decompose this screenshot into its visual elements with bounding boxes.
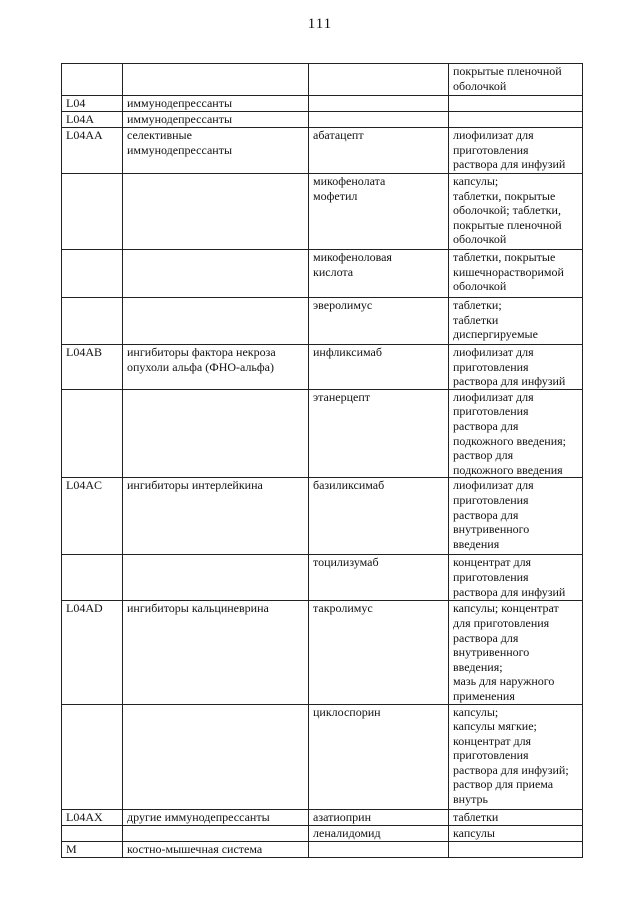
table-row	[62, 478, 583, 555]
atc-code-cell	[62, 389, 123, 478]
drug-name-cell: инфликсимаб	[309, 345, 449, 390]
group-name-cell	[123, 64, 309, 96]
drug-name-cell: циклоспорин	[309, 704, 449, 809]
drug-name-cell	[309, 841, 449, 857]
table-row	[62, 601, 583, 704]
group-name-cell	[123, 298, 309, 345]
group-name-cell	[123, 825, 309, 841]
dosage-form-cell: лиофилизат для приготовления раствора для инфузий	[449, 345, 583, 390]
group-name-cell: селективные иммунодепрессанты	[123, 128, 309, 174]
drug-name-cell: абатацепт	[309, 128, 449, 174]
atc-code-cell: L04AB	[62, 345, 123, 390]
dosage-form-cell: покрытые пленочной оболочкой	[449, 64, 583, 96]
drug-name-cell: микофеноловая кислота	[309, 250, 449, 298]
table-row	[62, 704, 583, 809]
table-row	[62, 174, 583, 250]
dosage-form-cell: концентрат для приготовления раствора для инфузий	[449, 555, 583, 601]
drug-name-cell: эверолимус	[309, 298, 449, 345]
drug-classification-table	[61, 63, 583, 858]
atc-code-cell	[62, 298, 123, 345]
atc-code-cell	[62, 555, 123, 601]
atc-code-cell	[62, 174, 123, 250]
group-name-cell: ингибиторы фактора некроза опухоли альфа (ФНО-альфа)	[123, 345, 309, 390]
table-row	[62, 555, 583, 601]
table-row	[62, 841, 583, 857]
drug-name-cell: азатиоприн	[309, 809, 449, 825]
dosage-form-cell	[449, 841, 583, 857]
drug-name-cell: этанерцепт	[309, 389, 449, 478]
atc-code-cell: L04A	[62, 112, 123, 128]
atc-code-cell	[62, 250, 123, 298]
dosage-form-cell: таблетки; таблетки диспергируемые	[449, 298, 583, 345]
page-number: 111	[307, 16, 333, 32]
group-name-cell	[123, 704, 309, 809]
group-name-cell: ингибиторы интерлейкина	[123, 478, 309, 555]
group-name-cell: иммунодепрессанты	[123, 96, 309, 112]
dosage-form-cell	[449, 96, 583, 112]
atc-code-cell	[62, 825, 123, 841]
dosage-form-cell: таблетки	[449, 809, 583, 825]
drug-name-cell	[309, 112, 449, 128]
drug-name-cell: микофенолата мофетил	[309, 174, 449, 250]
group-name-cell	[123, 389, 309, 478]
atc-code-cell	[62, 64, 123, 96]
dosage-form-cell: капсулы; капсулы мягкие; концентрат для приготовления раствора для инфузий; раствор для приема внутрь	[449, 704, 583, 809]
drug-name-cell	[309, 64, 449, 96]
dosage-form-cell: лиофилизат для приготовления раствора для инфузий	[449, 128, 583, 174]
group-name-cell	[123, 174, 309, 250]
drug-name-cell: такролимус	[309, 601, 449, 704]
group-name-cell: иммунодепрессанты	[123, 112, 309, 128]
table-row	[62, 809, 583, 825]
drug-name-cell: леналидомид	[309, 825, 449, 841]
table-row	[62, 112, 583, 128]
drug-name-cell: тоцилизумаб	[309, 555, 449, 601]
dosage-form-cell: лиофилизат для приготовления раствора для подкожного введения; раствор для подкожного введения	[449, 389, 583, 478]
dosage-form-cell: таблетки, покрытые кишечнорастворимой оболочкой	[449, 250, 583, 298]
drug-name-cell	[309, 96, 449, 112]
atc-code-cell: L04	[62, 96, 123, 112]
table-row	[62, 250, 583, 298]
atc-code-cell: M	[62, 841, 123, 857]
table-row	[62, 825, 583, 841]
atc-code-cell: L04AD	[62, 601, 123, 704]
group-name-cell	[123, 555, 309, 601]
dosage-form-cell: лиофилизат для приготовления раствора для внутривенного введения	[449, 478, 583, 555]
atc-code-cell	[62, 704, 123, 809]
atc-code-cell: L04AA	[62, 128, 123, 174]
atc-code-cell: L04AC	[62, 478, 123, 555]
table-row	[62, 96, 583, 112]
dosage-form-cell	[449, 112, 583, 128]
atc-code-cell: L04AX	[62, 809, 123, 825]
group-name-cell	[123, 250, 309, 298]
group-name-cell: ингибиторы кальциневрина	[123, 601, 309, 704]
group-name-cell: костно-мышечная система	[123, 841, 309, 857]
dosage-form-cell: капсулы; концентрат для приготовления раствора для внутривенного введения; мазь для наружного применения	[449, 601, 583, 704]
table-row	[62, 64, 583, 96]
dosage-form-cell: капсулы; таблетки, покрытые оболочкой; таблетки, покрытые пленочной оболочкой	[449, 174, 583, 250]
drug-name-cell: базиликсимаб	[309, 478, 449, 555]
table-row	[62, 298, 583, 345]
table-row	[62, 389, 583, 478]
group-name-cell: другие иммунодепрессанты	[123, 809, 309, 825]
table-row	[62, 128, 583, 174]
dosage-form-cell: капсулы	[449, 825, 583, 841]
table-row	[62, 345, 583, 390]
